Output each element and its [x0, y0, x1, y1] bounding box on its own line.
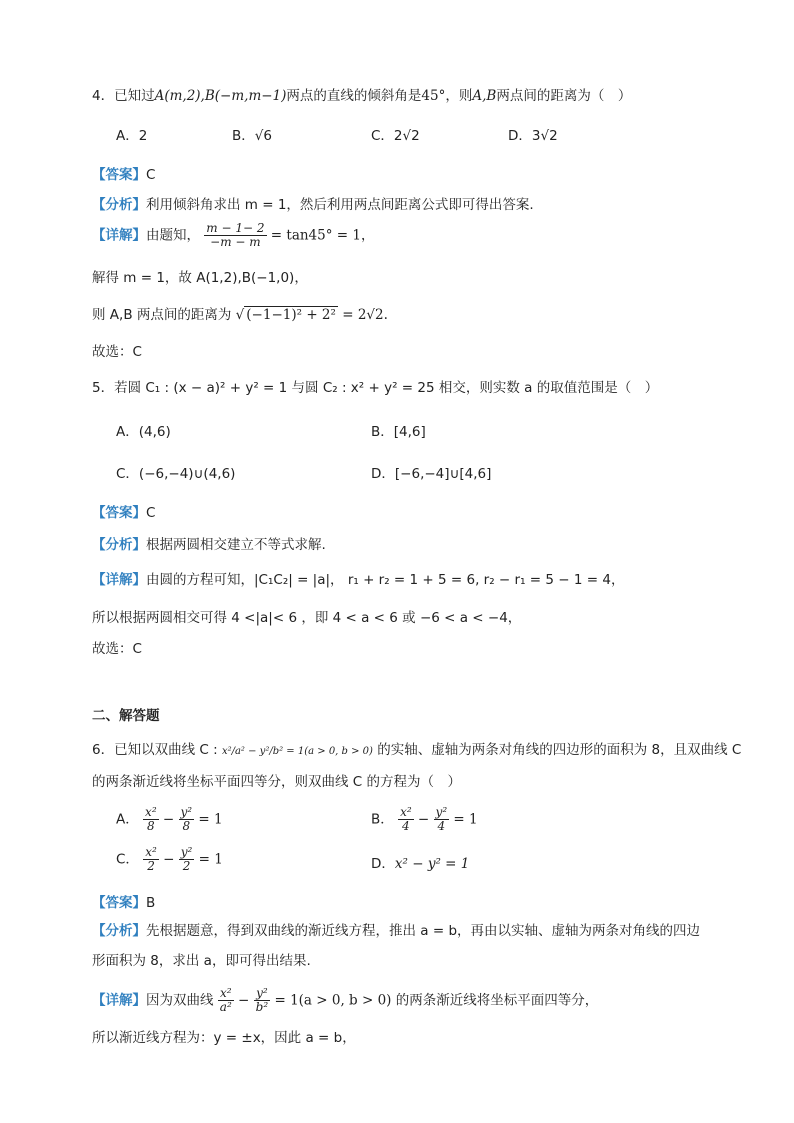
q5-option-a: A．(4,6): [116, 424, 171, 440]
q4-detail-1: 【详解】由题知， $\frac{m - 1- 2}{-m - m}$ = tan45° = 1，: [92, 221, 375, 250]
q5-option-b: B．[4,6]: [371, 424, 426, 440]
fraction: $\frac{m - 1- 2}{-m - m}$: [206, 221, 265, 250]
q5-detail-1: 【详解】由圆的方程可知，|C₁C₂| = |a|， r₁ + r₂ = 1 + 5 = 6, r₂ − r₁ = 5 − 1 = 4，: [92, 572, 625, 588]
q5-choose: 故选：C: [92, 641, 142, 657]
q6-detail-2: 所以渐近线方程为：y = ±x，因此 a = b，: [92, 1030, 356, 1046]
q4-option-c: C．2√2: [371, 128, 420, 144]
q4-analysis: 【分析】利用倾斜角求出 m = 1，然后利用两点间距离公式即可得出答案.: [92, 197, 534, 213]
q6-stem: 6．已知以双曲线 C : x²/a² − y²/b² = 1(a > 0, b > 0) 的实轴、虚轴为两条对角线的四边形的面积为 8，且双曲线 C: [92, 742, 742, 758]
q5-answer: 【答案】C: [92, 505, 156, 521]
q6-answer: 【答案】B: [92, 895, 156, 911]
q6-option-c: C． $\frac{\text{x²}}{2}$ − $\frac{\text{y²}}{2}$ = 1: [116, 845, 223, 874]
q4-option-b: B．√6: [232, 128, 272, 144]
q5-analysis: 【分析】根据两圆相交建立不等式求解.: [92, 537, 326, 553]
section-heading: 二、解答题: [92, 708, 160, 724]
q4-choose: 故选：C: [92, 344, 142, 360]
q5-stem: 5．若圆 C₁ : (x − a)² + y² = 1 与圆 C₂ : x² + y² = 25 相交，则实数 a 的取值范围是（ ）: [92, 380, 659, 396]
q5-option-d: D．[−6,−4]∪[4,6]: [371, 466, 492, 482]
q6-option-b: B． $\frac{\text{x²}}{4}$ − $\frac{\text{y²}}{4}$ = 1: [371, 805, 478, 834]
q6-stem-line2: 的两条渐近线将坐标平面四等分，则双曲线 C 的方程为（ ）: [92, 774, 462, 790]
q5-option-c: C．(−6,−4)∪(4,6): [116, 466, 236, 482]
q4-detail-3: 则 A,B 两点间的距离为 √ (−1−1)² + 2² = 2√2.: [92, 307, 388, 323]
q4-stem: 4．已知过A(m,2),B(−m,m−1)两点的直线的倾斜角是45°，则A,B两点间的距离为（ ）: [92, 88, 632, 104]
q4-option-d: D．3√2: [508, 128, 558, 144]
q4-detail-2: 解得 m = 1，故 A(1,2),B(−1,0)，: [92, 270, 308, 286]
q6-option-d: D．x² − y² = 1: [371, 856, 470, 872]
q5-detail-2: 所以根据两圆相交可得 4 <|a|< 6 ，即 4 < a < 6 或 −6 < a < −4，: [92, 610, 522, 626]
q6-analysis: 【分析】先根据题意，得到双曲线的渐近线方程，推出 a = b，再由以实轴、虚轴为两条对角线的四边形面积为 8，求出 a，即可得出结果.: [92, 923, 701, 969]
q6-detail-1: 【详解】因为双曲线 $\frac{\text{x²}}{\text{a²}}$ − $\frac{\text{y²}}{\text{b²}}$ = 1(a > 0, b > 0) 的两条渐近线将坐标平面四等分，: [92, 986, 599, 1015]
q4-option-a: A．2: [116, 128, 148, 144]
q6-option-a: A． $\frac{\text{x²}}{8}$ − $\frac{\text{y²}}{8}$ = 1: [116, 805, 223, 834]
q4-answer: 【答案】C: [92, 167, 156, 183]
